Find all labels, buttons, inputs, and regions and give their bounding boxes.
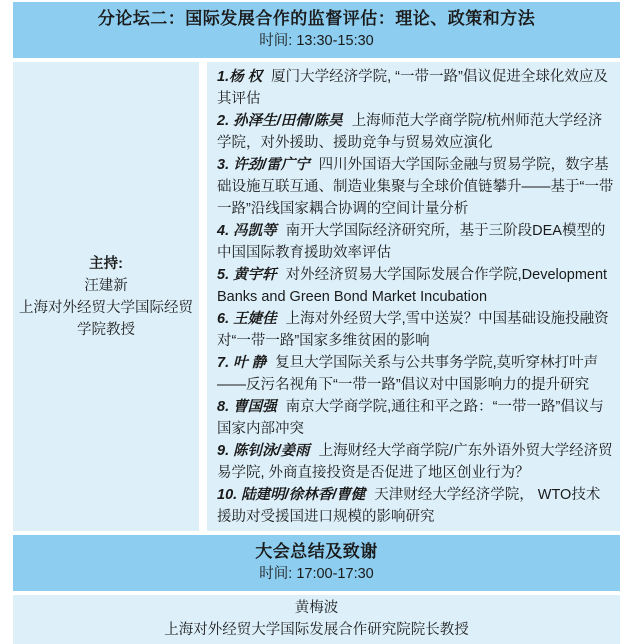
presentation-speaker: 7. 叶 静 <box>217 355 267 371</box>
closing-title: 大会总结及致谢 <box>255 542 378 561</box>
presentation-speaker: 1.杨 权 <box>217 69 263 85</box>
presentation-speaker: 2. 孙泽生/田倩/陈昊 <box>217 113 343 129</box>
presentation-detail: 上海财经大学商学院/广东外语外贸大学经济贸易学院, 外商直接投资是否促进了地区创业行为？ <box>217 443 613 481</box>
presentation-item <box>217 440 614 484</box>
presentation-detail: 厦门大学经济学院, “一带一路”倡议促进全球化效应及其评估 <box>217 69 608 107</box>
chair-name: 汪建新 <box>84 277 128 294</box>
presentation-detail: 上海师范大学商学院/杭州师范大学经济学院，对外援助、援助竞争与贸易效应演化 <box>217 113 603 151</box>
presentation-speaker: 9. 陈钊泳/姜雨 <box>217 443 310 459</box>
presentation-detail: 南京大学商学院,通往和平之路：“一带一路”倡议与国家内部冲突 <box>217 399 604 437</box>
presentation-detail: 复旦大学国际关系与公共事务学院,莫听穿林打叶声——反污名视角下“一带一路”倡议对中国影响力的提升研究 <box>217 355 599 393</box>
closing-header-band <box>13 535 620 591</box>
presentation-speaker: 3. 许劲/雷广宁 <box>217 157 310 173</box>
presentation-item <box>217 308 614 352</box>
session-title: 分论坛二：国际发展合作的监督评估：理论、政策和方法 <box>97 9 536 28</box>
presentation-speaker: 4. 冯凯等 <box>217 223 277 239</box>
chair-cell <box>13 62 199 531</box>
closing-affiliation: 上海对外经贸大学国际发展合作研究院院长教授 <box>164 622 469 638</box>
chair-label: 主持: <box>89 255 123 272</box>
presentation-detail: 南开大学国际经济研究所，基于三阶段DEA模型的中国国际教育援助效率评估 <box>217 223 606 261</box>
session-header-band <box>13 2 620 58</box>
presentation-item <box>217 66 614 110</box>
presentation-item <box>217 264 614 308</box>
presentation-item <box>217 484 614 528</box>
presentation-item <box>217 154 614 220</box>
closing-speaker: 黄梅波 <box>294 600 339 616</box>
session-body-row <box>13 62 620 531</box>
presentation-detail: 天津财经大学经济学院， WTO技术援助对受援国进口规模的影响研究 <box>217 487 601 525</box>
presentation-detail: 上海对外经贸大学,雪中送炭？中国基础设施投融资对“一带一路”国家多维贫困的影响 <box>217 311 609 349</box>
presentation-speaker: 6. 王婕佳 <box>217 311 277 327</box>
presentation-item <box>217 396 614 440</box>
presentation-item <box>217 220 614 264</box>
presentation-detail: 四川外国语大学国际金融与贸易学院，数字基础设施互联互通、制造业集聚与全球价值链攀升——基于“一带一路”沿线国家耦合协调的空间计量分析 <box>217 157 614 217</box>
closing-time: 时间: 17:00-17:30 <box>259 566 374 582</box>
presentation-speaker: 5. 黄宇轩 <box>217 267 277 283</box>
presentation-speaker: 10. 陆建明/徐林香/曹健 <box>217 487 366 503</box>
presentations-cell <box>207 62 620 531</box>
presentation-speaker: 8. 曹国强 <box>217 399 277 415</box>
conference-program-table <box>13 2 620 644</box>
chair-affiliation: 上海对外经贸大学国际经贸学院教授 <box>19 299 193 338</box>
presentation-item <box>217 352 614 396</box>
presentation-detail: 对外经济贸易大学国际发展合作学院,Development Banks and Green Bond Market Incubation <box>217 267 608 305</box>
session-time: 时间: 13:30-15:30 <box>259 33 374 49</box>
presentation-item <box>217 110 614 154</box>
